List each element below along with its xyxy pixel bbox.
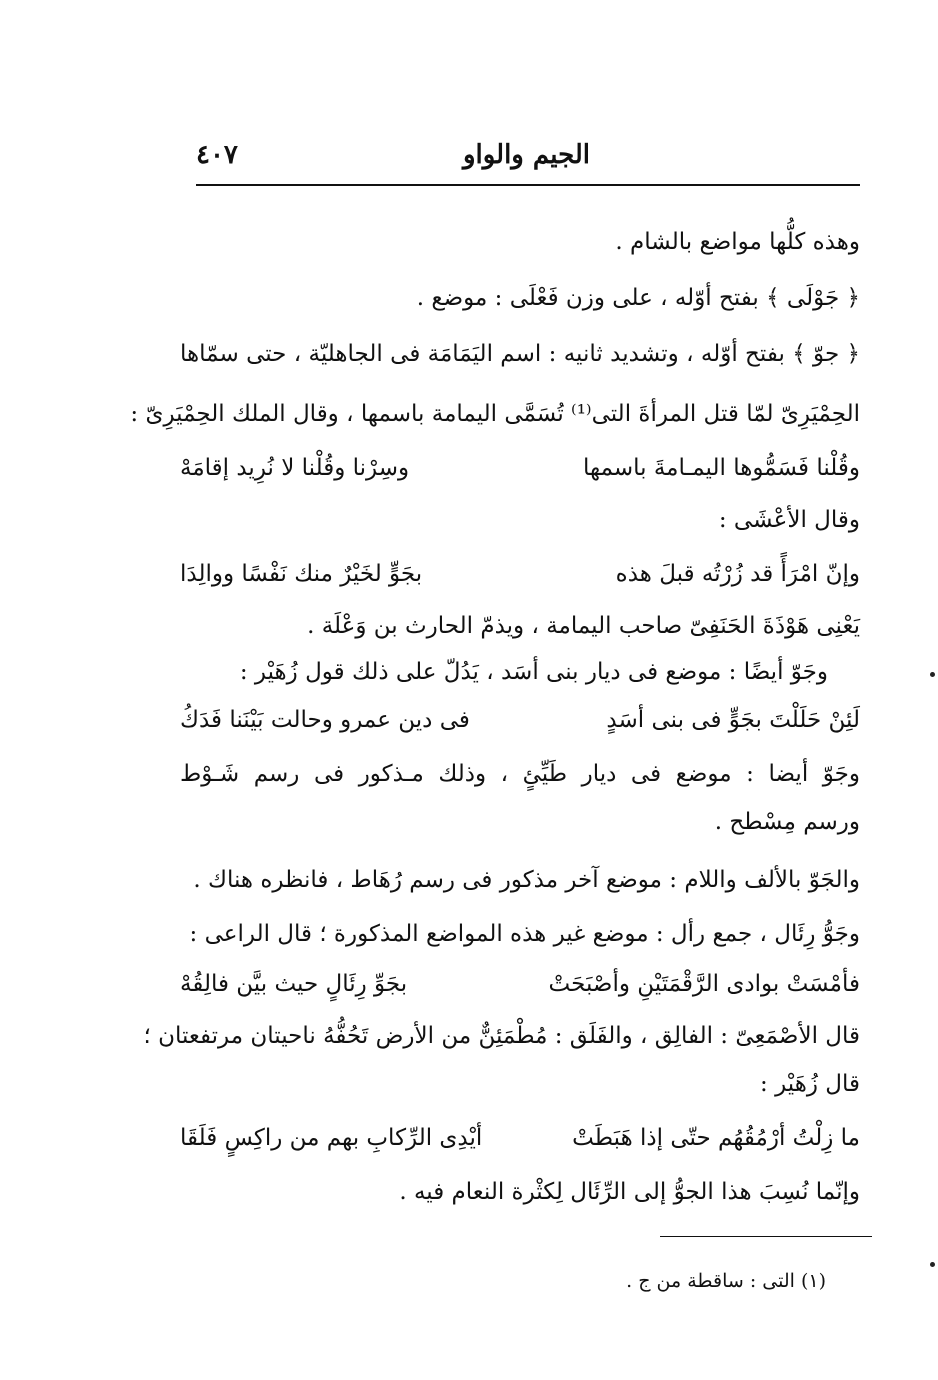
text-line: وقال الأعْشَى : [718,507,860,533]
running-header [196,136,860,182]
text-line: قال الأصْمَعِىّ : الفالِق ، والفَلَق : مُطْمَئِنٌّ من الأرض تَحُفُّهُ ناحيتان مرتفعتان ؛ [143,1023,860,1049]
header-rule [196,184,860,186]
text-line: وجَوّ أيضا : موضع فى ديار طَيِّئٍ ، وذلك مـذكور فى رسم شَـوْط [180,761,860,787]
chapter-title: الجيم والواو [462,140,590,170]
text-line: وجَوّ أيضًا : موضع فى ديار بنى أسَد ، يَدُلّ على ذلك قول زُهَيْر : [239,659,828,685]
text-line: وجَوُّ رِئَال ، جمع رأل : موضع غير هذه المواضع المذكورة ؛ قال الراعى : [189,921,860,947]
text-line: يَعْنِى هَوْذَةَ الحَنَفِىّ صاحب اليمامة ، ويذمّ الحارث بن وَعْلَة . [307,613,860,639]
margin-speck [930,1262,935,1267]
text-line: ورسم مِسْطح . [714,809,860,835]
text-line: وإنّما نُسِبَ هذا الجوُّ إلى الرِّئَال لِكثْرة النعام فيه . [399,1179,860,1205]
verse [180,554,860,594]
entry-jawla: ﴿ جَوْلَى ﴾ بفتح أوّله ، على وزن فَعْلَى : موضع . [416,285,860,311]
verse-hemistich-second: بجَوِّ رِئَالٍ حيث بيَّن فالِقُهْ [180,971,408,997]
verse [180,448,860,488]
verse-hemistich-second: بجَوٍّ لخَيْرٌ منك نَفْسًا ووالِدَا [180,561,423,587]
verse [180,1118,860,1158]
page-number: ٤٠٧ [196,140,238,170]
footnote: (١) التى : ساقطة من ج . [626,1270,826,1292]
text-line: قال زُهَيْر : [760,1071,860,1097]
verse-hemistich-second: فى دين عمرو وحالت بَيْنَنا فَدَكُ [180,707,470,733]
verse-hemistich-first: فأمْسَتْ بوادى الرَّقْمَتَيْنِ وأصْبَحَتْ [548,971,860,997]
verse-hemistich-first: ما زِلْتُ أرْمُقُهُم حتّى إذا هَبَطَتْ [572,1125,860,1151]
verse-hemistich-first: لَئِنْ حَلَلْتَ بجَوٍّ فى بنى أسَدٍ [606,707,860,733]
margin-speck [930,672,935,677]
verse [180,964,860,1004]
verse [180,700,860,740]
text-line: وهذه كلُّها مواضع بالشام . [615,229,860,255]
text-line: الحِمْيَرِىّ لمّا قتل المرأةَ التى⁽¹⁾ تُسَمَّى اليمامة باسمها ، وقال الملك الحِمْيَرِىّ : [130,401,860,427]
verse-hemistich-second: أيْدِى الرِّكابِ بهم من راكِسٍ فَلَقَا [180,1125,483,1151]
verse-hemistich-first: وإنّ امْرَأً قد زُرْتُه قبلَ هذه [615,561,860,587]
verse-hemistich-first: وقُلْنا فَسَمُّوها اليمـامةَ باسمها [582,455,860,481]
entry-jaww: ﴿ جوّ ﴾ بفتح أوّله ، وتشديد ثانيه : اسم اليَمَامَة فى الجاهليّة ، حتى سمّاها [180,341,860,367]
verse-hemistich-second: وسِرْنا وقُلْنا لا نُرِيد إقامَهْ [180,455,410,481]
footnote-rule [660,1236,872,1237]
text-line: والجَوّ بالألف واللام : موضع آخر مذكور فى رسم رُهَاط ، فانظره هناك . [193,867,860,893]
